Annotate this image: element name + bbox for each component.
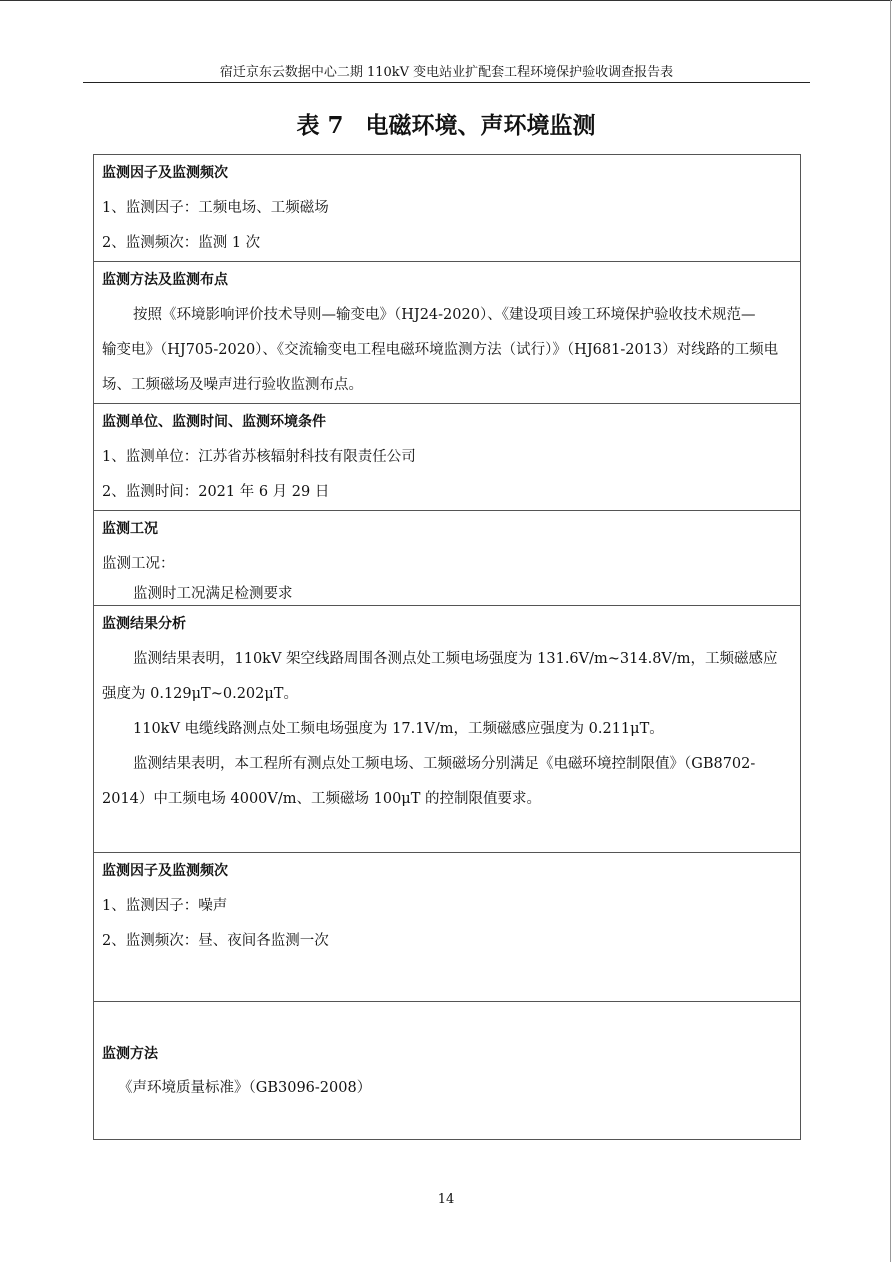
page-number: 14 (437, 1192, 455, 1207)
page-right-border (890, 0, 891, 1262)
section-heading: 监测因子及监测频次 (102, 165, 228, 181)
page-top-border (0, 0, 892, 1)
section-line: 按照《环境影响评价技术导则—输变电》（HJ24-2020）、《建设项目竣工环境保护验收技术规范— (133, 307, 756, 323)
section-line: 1、监测因子：噪声 (102, 898, 228, 914)
section-heading: 监测结果分析 (102, 616, 186, 632)
section-noise-method (94, 1001, 800, 1139)
section-heading: 监测方法及监测布点 (102, 272, 228, 288)
section-line: 1、监测因子：工频电场、工频磁场 (102, 200, 329, 216)
section-line: 2、监测频次：监测 1 次 (102, 235, 261, 251)
section-heading: 监测单位、监测时间、监测环境条件 (102, 414, 326, 430)
section-heading: 监测工况 (102, 521, 158, 537)
header-divider (83, 82, 810, 83)
section-line: 《声环境质量标准》（GB3096-2008） (118, 1080, 372, 1096)
table-title (0, 110, 892, 142)
table-number: 表 7 (296, 112, 344, 139)
section-line: 1、监测单位：江苏省苏核辐射科技有限责任公司 (102, 449, 416, 465)
section-line: 2014）中工频电场 4000V/m、工频磁场 100μT 的控制限值要求。 (102, 791, 542, 807)
section-line: 场、工频磁场及噪声进行验收监测布点。 (102, 377, 363, 393)
section-em-unit-time (94, 403, 800, 510)
section-line: 2、监测时间：2021 年 6 月 29 日 (102, 484, 330, 500)
section-line: 监测时工况满足检测要求 (133, 586, 293, 602)
section-line: 2、监测频次：昼、夜间各监测一次 (102, 933, 329, 949)
section-em-methods (94, 261, 800, 403)
section-em-factors (94, 155, 800, 261)
section-line: 强度为 0.129μT~0.202μT。 (102, 686, 298, 702)
section-line: 监测结果表明，本工程所有测点处工频电场、工频磁场分别满足《电磁环境控制限值》（GB8702- (133, 756, 756, 772)
section-line: 输变电》（HJ705-2020）、《交流输变电工程电磁环境监测方法（试行）》（HJ681-2013）对线路的工频电 (102, 342, 779, 358)
section-em-results (94, 605, 800, 852)
section-noise-factors (94, 852, 800, 1001)
section-line: 监测工况： (102, 556, 175, 572)
section-heading: 监测因子及监测频次 (102, 863, 228, 879)
section-line: 监测结果表明，110kV 架空线路周围各测点处工频电场强度为 131.6V/m~314.8V/m，工频磁感应 (133, 651, 778, 667)
table-title-text: 电磁环境、声环境监测 (365, 112, 596, 139)
section-heading: 监测方法 (102, 1046, 158, 1062)
monitoring-table (93, 154, 801, 1140)
section-em-conditions (94, 510, 800, 605)
running-header: 宿迁京东云数据中心二期 110kV 变电站业扩配套工程环境保护验收调查报告表 (219, 65, 674, 80)
section-line: 110kV 电缆线路测点处工频电场强度为 17.1V/m，工频磁感应强度为 0.211μT。 (133, 721, 664, 737)
